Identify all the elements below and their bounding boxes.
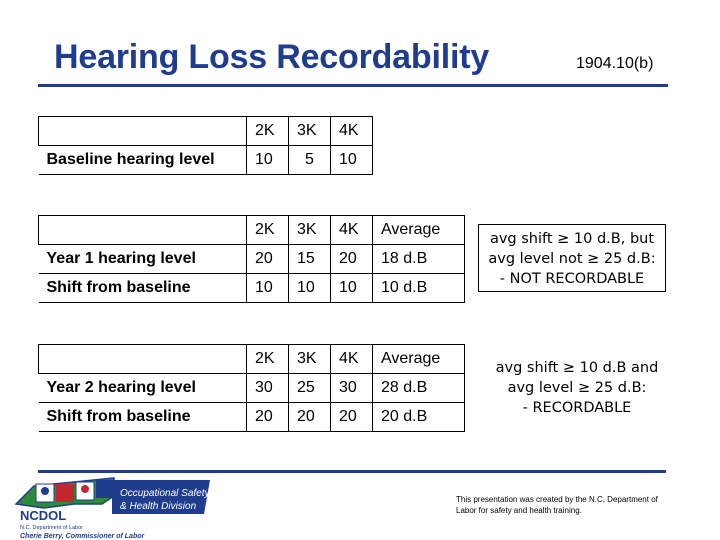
baseline-table	[38, 116, 373, 175]
note-line: avg level ≥ 25 d.B:	[507, 380, 647, 396]
note-line: - RECORDABLE	[522, 400, 632, 416]
header-blank-cell	[39, 216, 247, 245]
header-cell: 3K	[289, 345, 331, 374]
header-cell: 3K	[289, 117, 331, 146]
header-cell: Average	[373, 345, 465, 374]
header-cell: 4K	[331, 117, 373, 146]
value-cell: 20	[289, 403, 331, 432]
table-row	[39, 403, 465, 432]
value-cell: 25	[289, 374, 331, 403]
note-line: avg level not ≥ 25 d.B:	[488, 251, 656, 267]
year2-recordability-note	[470, 358, 684, 418]
header-blank-cell	[39, 117, 247, 146]
value-cell: 20	[247, 403, 289, 432]
value-cell: 20 d.B	[373, 403, 465, 432]
footer-credit: This presentation was created by the N.C. Department of Labor for safety and health training.	[456, 495, 658, 515]
note-line: - NOT RECORDABLE	[499, 271, 645, 287]
header-cell: 2K	[247, 216, 289, 245]
top-divider	[38, 84, 668, 87]
table-header-row	[39, 117, 373, 146]
row-label: Shift from baseline	[39, 403, 247, 432]
value-cell: 18 d.B	[373, 245, 465, 274]
value-cell: 10	[247, 274, 289, 303]
value-cell: 10 d.B	[373, 274, 465, 303]
row-label: Baseline hearing level	[39, 146, 247, 175]
table-header-row	[39, 216, 465, 245]
table-row	[39, 146, 373, 175]
table-row	[39, 374, 465, 403]
value-cell: 30	[331, 374, 373, 403]
header-cell: 4K	[331, 345, 373, 374]
logo-commissioner: Cherie Berry, Commissioner of Labor	[20, 533, 145, 540]
header-cell: 2K	[247, 117, 289, 146]
value-cell: 10	[289, 274, 331, 303]
logo-dept: N.C. Department of Labor	[20, 525, 83, 531]
row-label: Year 1 hearing level	[39, 245, 247, 274]
year1-table	[38, 215, 465, 303]
note-line: avg shift ≥ 10 d.B, but	[489, 231, 655, 247]
header-cell: 2K	[247, 345, 289, 374]
row-label: Year 2 hearing level	[39, 374, 247, 403]
table-row	[39, 274, 465, 303]
slide-title: Hearing Loss Recordability	[54, 38, 490, 76]
value-cell: 5	[289, 146, 331, 175]
value-cell: 10	[331, 274, 373, 303]
regulation-reference: 1904.10(b)	[576, 55, 654, 72]
table-header-row	[39, 345, 465, 374]
value-cell: 30	[247, 374, 289, 403]
header-cell: 3K	[289, 216, 331, 245]
table-row	[39, 245, 465, 274]
logo-division-line2: & Health Division	[120, 501, 197, 512]
value-cell: 15	[289, 245, 331, 274]
row-label: Shift from baseline	[39, 274, 247, 303]
header-blank-cell	[39, 345, 247, 374]
logo-org: NCDOL	[20, 508, 67, 523]
value-cell: 10	[331, 146, 373, 175]
bottom-divider	[38, 470, 666, 473]
year1-recordability-note	[478, 224, 666, 292]
header-cell: 4K	[331, 216, 373, 245]
year2-table	[38, 344, 465, 432]
value-cell: 20	[247, 245, 289, 274]
value-cell: 20	[331, 245, 373, 274]
value-cell: 10	[247, 146, 289, 175]
logo-division-line1: Occupational Safety	[120, 488, 210, 499]
header-cell: Average	[373, 216, 465, 245]
ncdol-logo	[14, 474, 224, 540]
value-cell: 28 d.B	[373, 374, 465, 403]
value-cell: 20	[331, 403, 373, 432]
note-line: avg shift ≥ 10 d.B and	[495, 360, 659, 376]
